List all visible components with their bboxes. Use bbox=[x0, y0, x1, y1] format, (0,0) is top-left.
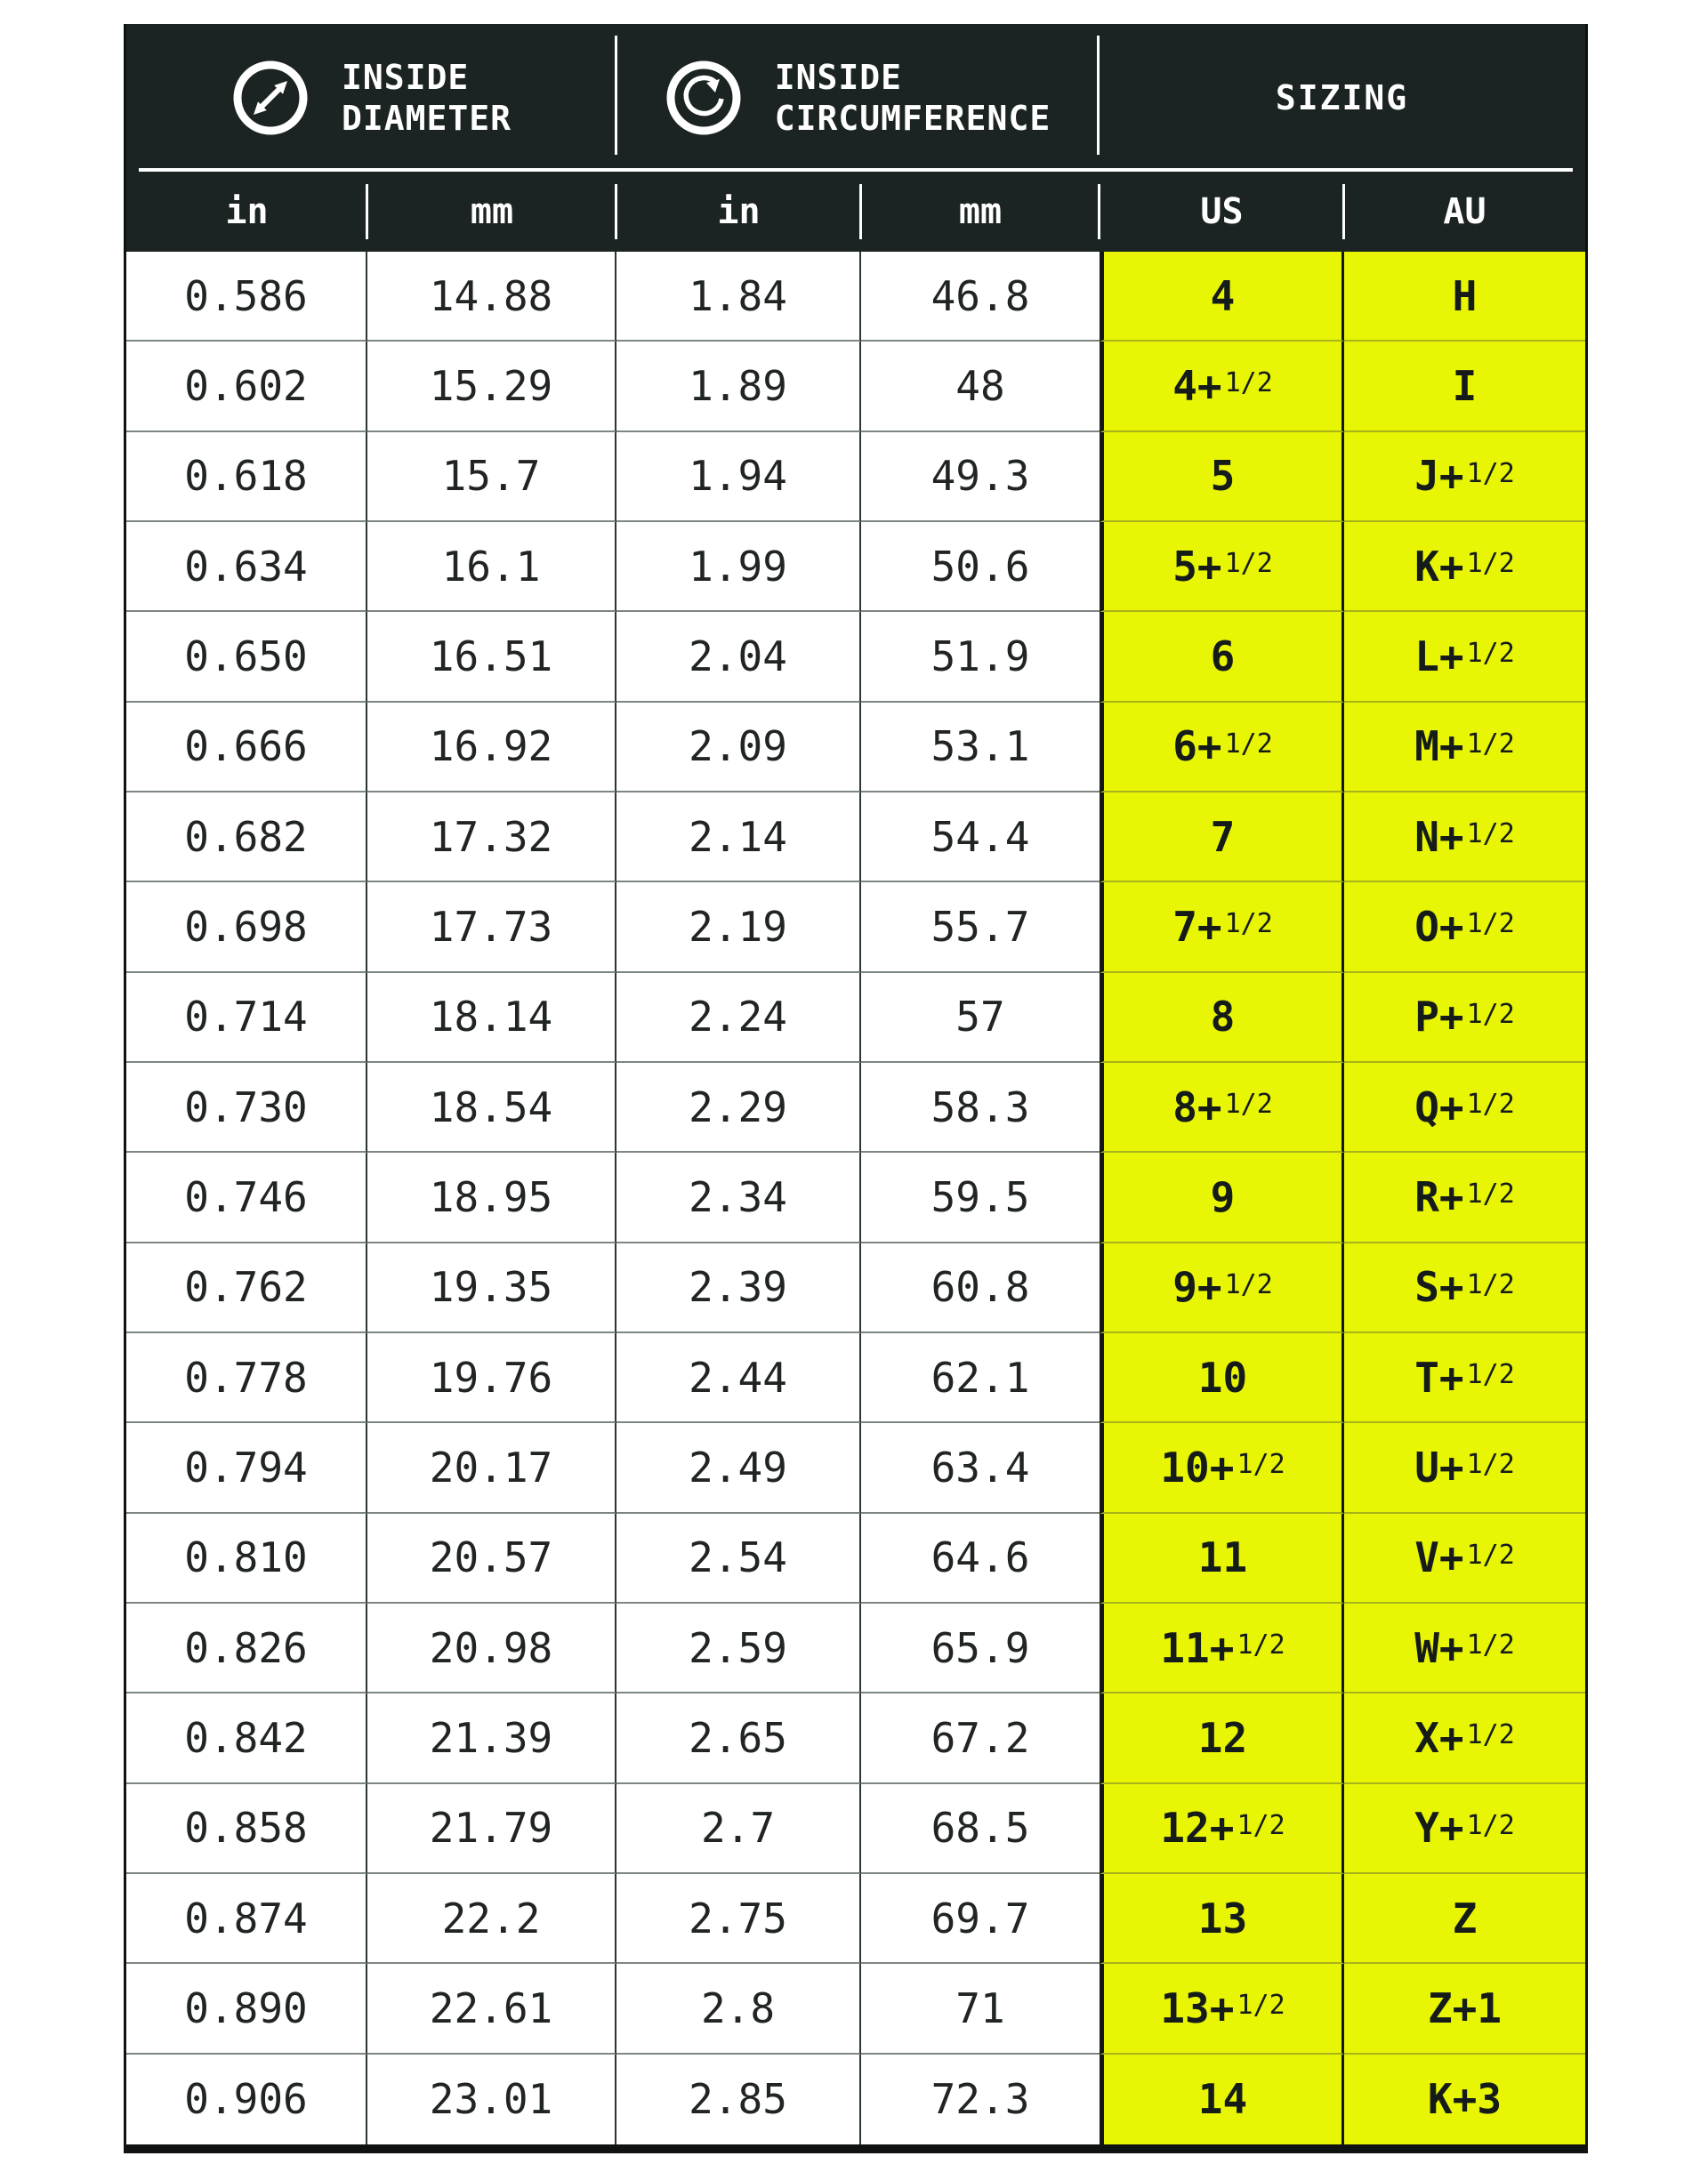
diameter-in-cell: 0.682 bbox=[126, 792, 367, 882]
au-size-cell: K+3 bbox=[1344, 2055, 1585, 2144]
us-size-cell: 9 bbox=[1100, 1153, 1344, 1243]
sizing-label: SIZING bbox=[1275, 78, 1409, 117]
unit-diameter-in: in bbox=[225, 191, 269, 232]
diameter-in-cell: 0.762 bbox=[126, 1243, 367, 1333]
size-fraction: 1/2 bbox=[1466, 1539, 1515, 1571]
au-size-cell bbox=[1344, 1693, 1585, 1783]
diameter-in-cell: 0.778 bbox=[126, 1333, 367, 1423]
size-main: T+ bbox=[1414, 1353, 1464, 1402]
table-row bbox=[126, 1784, 1585, 1874]
circumference-in-cell: 2.44 bbox=[616, 1333, 861, 1423]
size-fraction: 1/2 bbox=[1466, 1719, 1515, 1751]
size-main: P+ bbox=[1414, 993, 1464, 1042]
diameter-mm-cell: 15.7 bbox=[367, 432, 616, 522]
au-size-cell: I bbox=[1344, 342, 1585, 431]
us-size-cell bbox=[1100, 1423, 1344, 1513]
diameter-mm-cell: 17.32 bbox=[367, 792, 616, 882]
circumference-mm-cell: 59.5 bbox=[861, 1153, 1100, 1243]
size-main: 6+ bbox=[1172, 722, 1222, 771]
size-fraction: 1/2 bbox=[1237, 1449, 1285, 1481]
table-row bbox=[126, 1333, 1585, 1423]
us-size-cell: 6 bbox=[1100, 612, 1344, 702]
header-divider bbox=[615, 36, 617, 155]
circumference-mm-cell: 57 bbox=[861, 973, 1100, 1063]
au-size-cell: Z+1 bbox=[1344, 1964, 1585, 2054]
diameter-mm-cell: 16.1 bbox=[367, 522, 616, 612]
table-row bbox=[126, 1153, 1585, 1243]
us-size-cell bbox=[1100, 1243, 1344, 1333]
diameter-mm-cell: 20.17 bbox=[367, 1423, 616, 1513]
au-size-cell bbox=[1344, 1243, 1585, 1333]
au-size-cell bbox=[1344, 612, 1585, 702]
table-row bbox=[126, 1604, 1585, 1693]
sizing-header bbox=[1099, 24, 1585, 172]
circumference-in-cell: 2.8 bbox=[616, 1964, 861, 2054]
size-main: 7+ bbox=[1172, 902, 1222, 951]
circumference-mm-cell: 58.3 bbox=[861, 1063, 1100, 1153]
size-fraction: 1/2 bbox=[1224, 908, 1273, 940]
size-fraction: 1/2 bbox=[1466, 1629, 1515, 1661]
diameter-mm-cell: 16.92 bbox=[367, 703, 616, 792]
diameter-in-cell: 0.874 bbox=[126, 1874, 367, 1964]
circumference-mm-cell: 53.1 bbox=[861, 703, 1100, 792]
table-row bbox=[126, 522, 1585, 612]
circumference-mm-cell: 50.6 bbox=[861, 522, 1100, 612]
units-divider bbox=[1342, 184, 1345, 239]
circumference-in-cell: 1.89 bbox=[616, 342, 861, 431]
size-fraction: 1/2 bbox=[1466, 1089, 1515, 1121]
size-fraction: 1/2 bbox=[1466, 998, 1515, 1030]
size-main: V+ bbox=[1414, 1533, 1464, 1582]
size-main: 12+ bbox=[1160, 1804, 1235, 1853]
size-fraction: 1/2 bbox=[1237, 1809, 1285, 1841]
circumference-mm-cell: 60.8 bbox=[861, 1243, 1100, 1333]
circumference-in-cell: 1.94 bbox=[616, 432, 861, 522]
size-main: L+ bbox=[1414, 631, 1464, 680]
size-fraction: 1/2 bbox=[1466, 1809, 1515, 1841]
circumference-in-cell: 1.99 bbox=[616, 522, 861, 612]
au-size-cell: H bbox=[1344, 252, 1585, 342]
size-main: Q+ bbox=[1414, 1082, 1464, 1131]
us-size-cell: 11 bbox=[1100, 1514, 1344, 1604]
table-row bbox=[126, 1874, 1585, 1964]
circumference-in-cell: 2.24 bbox=[616, 973, 861, 1063]
circumference-mm-cell: 72.3 bbox=[931, 2075, 1030, 2124]
size-fraction: 1/2 bbox=[1466, 1179, 1515, 1211]
units-divider bbox=[1098, 184, 1100, 239]
circumference-in-cell: 2.75 bbox=[616, 1874, 861, 1964]
size-fraction: 1/2 bbox=[1466, 728, 1515, 760]
diameter-mm-cell: 21.79 bbox=[367, 1784, 616, 1874]
au-size-cell bbox=[1344, 1333, 1585, 1423]
diameter-mm-cell: 18.95 bbox=[367, 1153, 616, 1243]
inside-circumference-label bbox=[775, 57, 1051, 140]
us-size-cell: 12 bbox=[1100, 1693, 1344, 1783]
size-fraction: 1/2 bbox=[1466, 457, 1515, 489]
diameter-mm-cell: 18.14 bbox=[367, 973, 616, 1063]
au-size-cell bbox=[1344, 1153, 1585, 1243]
us-size-cell bbox=[1100, 1964, 1344, 2054]
circumference-mm-cell: 71 bbox=[861, 1964, 1100, 2054]
circumference-mm-cell: 48 bbox=[861, 342, 1100, 431]
diameter-in-cell: 0.906 bbox=[126, 2055, 367, 2144]
diameter-in-cell: 0.730 bbox=[126, 1063, 367, 1153]
size-main: O+ bbox=[1414, 902, 1464, 951]
diameter-in-cell: 0.746 bbox=[126, 1153, 367, 1243]
diameter-mm-cell: 21.39 bbox=[367, 1693, 616, 1783]
circumference-in-cell: 2.09 bbox=[616, 703, 861, 792]
size-fraction: 1/2 bbox=[1224, 1268, 1273, 1300]
size-main: 5+ bbox=[1172, 542, 1222, 591]
size-main: Y+ bbox=[1414, 1804, 1464, 1853]
units-divider bbox=[615, 184, 617, 239]
size-main: 8+ bbox=[1172, 1082, 1222, 1131]
diameter-mm-cell: 15.29 bbox=[367, 342, 616, 431]
diameter-mm-cell: 18.54 bbox=[367, 1063, 616, 1153]
us-size-cell: 10 bbox=[1100, 1333, 1344, 1423]
diameter-icon bbox=[231, 59, 310, 137]
size-main: R+ bbox=[1414, 1172, 1464, 1221]
us-size-cell: 8 bbox=[1100, 973, 1344, 1063]
diameter-mm-cell: 16.51 bbox=[367, 612, 616, 702]
table-row bbox=[126, 1423, 1585, 1513]
size-main: S+ bbox=[1414, 1263, 1464, 1312]
size-fraction: 1/2 bbox=[1224, 728, 1273, 760]
size-fraction: 1/2 bbox=[1224, 548, 1273, 580]
table-row bbox=[126, 1693, 1585, 1783]
size-main: J+ bbox=[1414, 452, 1464, 501]
circumference-mm-cell: 67.2 bbox=[861, 1693, 1100, 1783]
au-size-cell bbox=[1344, 792, 1585, 882]
au-size-cell bbox=[1344, 1784, 1585, 1874]
diameter-mm-cell: 14.88 bbox=[367, 252, 616, 342]
circumference-in-cell: 2.14 bbox=[616, 792, 861, 882]
table-row bbox=[126, 612, 1585, 702]
size-fraction: 1/2 bbox=[1466, 1268, 1515, 1300]
circumference-mm-cell: 54.4 bbox=[861, 792, 1100, 882]
circumference-in-cell: 2.29 bbox=[616, 1063, 861, 1153]
au-size-cell bbox=[1344, 1604, 1585, 1693]
table-row bbox=[126, 973, 1585, 1063]
size-fraction: 1/2 bbox=[1466, 548, 1515, 580]
diameter-mm-cell: 19.35 bbox=[367, 1243, 616, 1333]
size-main: 11+ bbox=[1160, 1623, 1235, 1672]
us-size-cell bbox=[1100, 882, 1344, 972]
size-main: 10+ bbox=[1160, 1443, 1235, 1492]
diameter-mm-cell: 19.76 bbox=[367, 1333, 616, 1423]
circumference-in-cell: 2.59 bbox=[616, 1604, 861, 1693]
circumference-in-cell: 2.39 bbox=[616, 1243, 861, 1333]
diameter-mm-cell: 22.2 bbox=[367, 1874, 616, 1964]
circumference-mm-cell: 62.1 bbox=[861, 1333, 1100, 1423]
table-row bbox=[126, 432, 1585, 522]
circumference-mm-cell: 49.3 bbox=[861, 432, 1100, 522]
au-size-cell bbox=[1344, 522, 1585, 612]
us-size-cell bbox=[1100, 1063, 1344, 1153]
circumference-mm-cell: 55.7 bbox=[861, 882, 1100, 972]
size-fraction: 1/2 bbox=[1466, 818, 1515, 850]
size-fraction: 1/2 bbox=[1466, 1359, 1515, 1391]
diameter-mm-cell: 17.73 bbox=[367, 882, 616, 972]
diameter-in-cell: 0.650 bbox=[126, 612, 367, 702]
circumference-mm-cell: 68.5 bbox=[861, 1784, 1100, 1874]
label-line2: CIRCUMFERENCE bbox=[774, 99, 1051, 138]
au-size-cell: Z bbox=[1344, 1874, 1585, 1964]
size-main: W+ bbox=[1414, 1623, 1464, 1672]
diameter-in-cell: 0.842 bbox=[126, 1693, 367, 1783]
table-row bbox=[126, 792, 1585, 882]
size-fraction: 1/2 bbox=[1224, 367, 1273, 399]
table-body bbox=[126, 252, 1585, 2144]
circumference-mm-cell: 64.6 bbox=[861, 1514, 1100, 1604]
us-size-cell bbox=[1100, 703, 1344, 792]
units-divider bbox=[859, 184, 862, 239]
size-main: 13+ bbox=[1160, 1983, 1235, 2032]
us-size-cell: 4 bbox=[1100, 252, 1344, 342]
au-size-cell bbox=[1344, 1423, 1585, 1513]
size-main: U+ bbox=[1414, 1443, 1464, 1492]
size-fraction: 1/2 bbox=[1466, 908, 1515, 940]
size-main: K+ bbox=[1414, 542, 1464, 591]
us-size-cell: 5 bbox=[1100, 432, 1344, 522]
diameter-in-cell: 0.858 bbox=[126, 1784, 367, 1874]
diameter-in-cell: 0.826 bbox=[126, 1604, 367, 1693]
diameter-in-cell: 0.602 bbox=[126, 342, 367, 431]
size-fraction: 1/2 bbox=[1466, 638, 1515, 670]
ring-size-chart bbox=[124, 24, 1588, 2153]
circumference-in-cell: 2.54 bbox=[616, 1514, 861, 1604]
diameter-in-cell: 0.698 bbox=[126, 882, 367, 972]
units-divider bbox=[366, 184, 368, 239]
circumference-in-cell: 2.49 bbox=[616, 1423, 861, 1513]
unit-circumference-mm: mm bbox=[958, 191, 1003, 232]
table-row bbox=[126, 703, 1585, 792]
diameter-mm-cell: 22.61 bbox=[367, 1964, 616, 2054]
us-size-cell bbox=[1100, 1604, 1344, 1693]
table-row bbox=[126, 1964, 1585, 2054]
diameter-in-cell: 0.810 bbox=[126, 1514, 367, 1604]
size-fraction: 1/2 bbox=[1224, 1089, 1273, 1121]
diameter-in-cell: 0.890 bbox=[126, 1964, 367, 2054]
au-size-cell bbox=[1344, 973, 1585, 1063]
size-main: 4+ bbox=[1172, 361, 1222, 410]
circumference-in-cell: 2.04 bbox=[616, 612, 861, 702]
label-line2: DIAMETER bbox=[341, 99, 512, 138]
diameter-in-cell: 0.666 bbox=[126, 703, 367, 792]
diameter-in-cell: 0.714 bbox=[126, 973, 367, 1063]
circumference-in-cell: 2.34 bbox=[616, 1153, 861, 1243]
diameter-mm-cell: 20.98 bbox=[367, 1604, 616, 1693]
diameter-in-cell: 0.794 bbox=[126, 1423, 367, 1513]
table-row bbox=[126, 882, 1585, 972]
chart-header bbox=[126, 24, 1585, 172]
inside-diameter-header bbox=[126, 24, 616, 172]
au-size-cell bbox=[1344, 432, 1585, 522]
us-size-cell: 13 bbox=[1100, 1874, 1344, 1964]
us-size-cell bbox=[1100, 342, 1344, 431]
table-row bbox=[126, 2055, 1585, 2144]
us-size-cell: 14 bbox=[1100, 2055, 1344, 2144]
header-divider bbox=[1097, 36, 1100, 155]
unit-au: AU bbox=[1443, 191, 1486, 232]
diameter-mm-cell: 23.01 bbox=[367, 2055, 616, 2144]
inside-diameter-label bbox=[342, 57, 512, 140]
label-line1: INSIDE bbox=[341, 57, 470, 97]
size-main: N+ bbox=[1414, 812, 1464, 861]
us-size-cell bbox=[1100, 522, 1344, 612]
circumference-in-cell: 1.84 bbox=[616, 252, 861, 342]
table-row bbox=[126, 1063, 1585, 1153]
au-size-cell bbox=[1344, 1063, 1585, 1153]
circumference-in-cell: 2.85 bbox=[616, 2055, 861, 2144]
inside-circumference-header bbox=[616, 24, 1099, 172]
unit-diameter-mm: mm bbox=[470, 191, 514, 232]
circumference-mm-cell: 65.9 bbox=[861, 1604, 1100, 1693]
unit-circumference-in: in bbox=[717, 191, 761, 232]
diameter-in-cell: 0.618 bbox=[126, 432, 367, 522]
units-row bbox=[126, 172, 1585, 252]
table-row bbox=[126, 252, 1585, 342]
circumference-mm-cell: 46.8 bbox=[861, 252, 1100, 342]
us-size-cell bbox=[1100, 1784, 1344, 1874]
size-fraction: 1/2 bbox=[1237, 1629, 1285, 1661]
table-row bbox=[126, 342, 1585, 431]
diameter-mm-cell: 20.57 bbox=[367, 1514, 616, 1604]
circumference-in-cell: 2.7 bbox=[616, 1784, 861, 1874]
circumference-mm-cell: 51.9 bbox=[861, 612, 1100, 702]
size-fraction: 1/2 bbox=[1237, 1990, 1285, 2022]
us-size-cell: 7 bbox=[1100, 792, 1344, 882]
circumference-icon bbox=[665, 59, 743, 137]
table-row bbox=[126, 1243, 1585, 1333]
circumference-mm-cell: 69.7 bbox=[861, 1874, 1100, 1964]
au-size-cell bbox=[1344, 1514, 1585, 1604]
size-main: X+ bbox=[1414, 1713, 1464, 1762]
diameter-in-cell: 0.586 bbox=[126, 252, 367, 342]
unit-us: US bbox=[1200, 191, 1244, 232]
table-row bbox=[126, 1514, 1585, 1604]
size-main: M+ bbox=[1414, 722, 1464, 771]
size-fraction: 1/2 bbox=[1466, 1449, 1515, 1481]
circumference-mm-cell: 63.4 bbox=[861, 1423, 1100, 1513]
au-size-cell bbox=[1344, 703, 1585, 792]
diameter-in-cell: 0.634 bbox=[126, 522, 367, 612]
label-line1: INSIDE bbox=[774, 57, 903, 97]
au-size-cell bbox=[1344, 882, 1585, 972]
size-main: 9+ bbox=[1172, 1263, 1222, 1312]
circumference-in-cell: 2.19 bbox=[616, 882, 861, 972]
circumference-in-cell: 2.65 bbox=[616, 1693, 861, 1783]
